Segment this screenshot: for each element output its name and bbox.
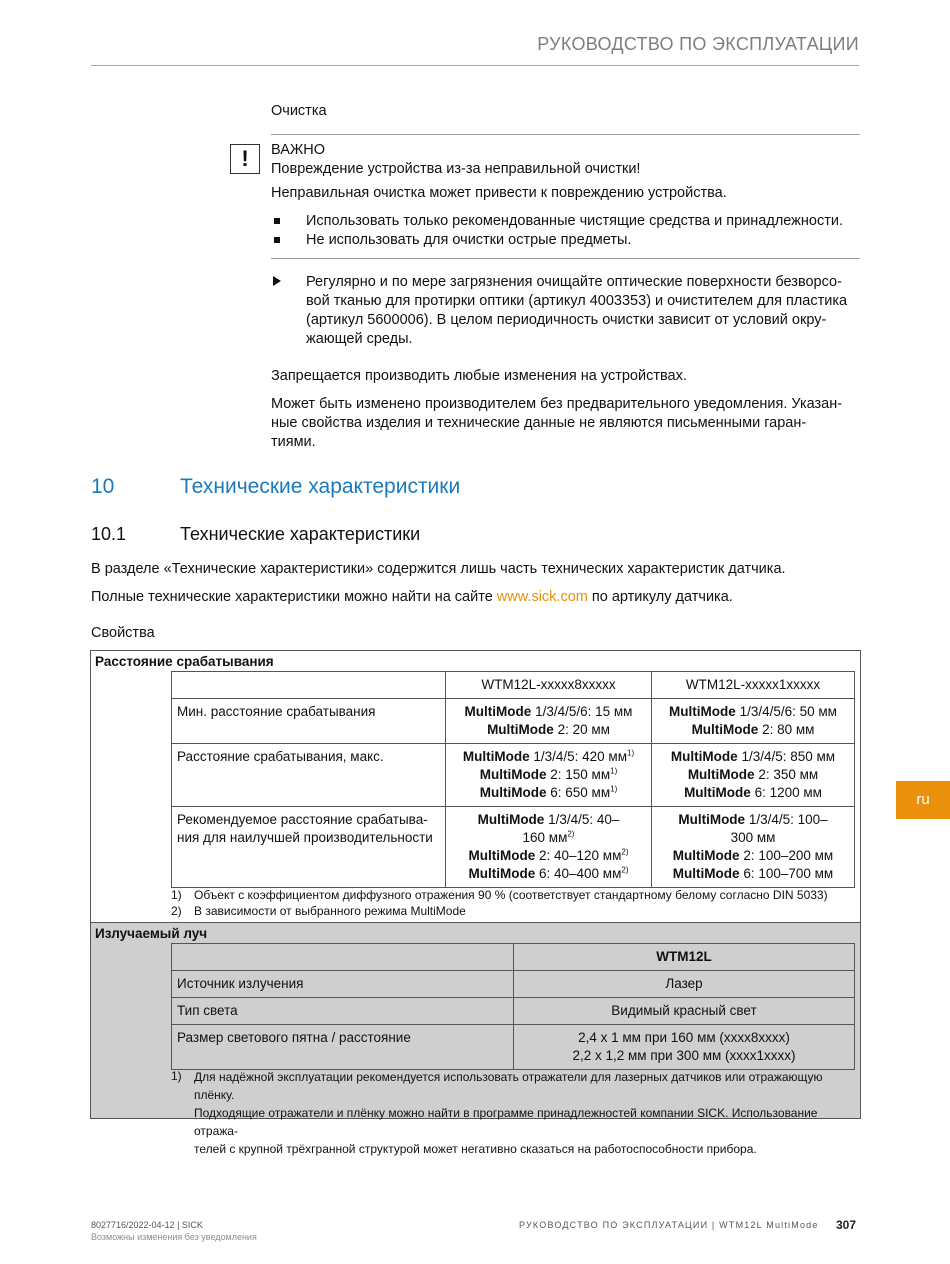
- footnote-text: Объект с коэффициентом диффузного отражения 90 % (соответствует стандартному белому согласно DIN 5033): [194, 888, 828, 902]
- row-label: Источник излучения: [172, 971, 514, 998]
- table-cell: MultiMode 1/3/4/5: 40– 160 $мм^{2)}$ MultiMode 2: 40–120 $мм^{2)}$ MultiMode 6: 40–400 $мм^{2)}$: [446, 807, 652, 888]
- header-divider: [91, 65, 859, 66]
- row-label: Рекомендуемое расстояние срабатыва-ния для наилучшей производительности: [172, 807, 446, 888]
- table-cell: MultiMode 1/3/4/5/6: 15 мм MultiMode 2: 20 мм: [446, 699, 652, 744]
- table-header-empty: [172, 944, 514, 971]
- warning-headline: Повреждение устройства из-за неправильной очистки!: [271, 161, 641, 177]
- table-cell: MultiMode 1/3/4/5: 100– 300 мм MultiMode 2: 100–200 мм MultiMode 6: 100–700 мм: [652, 807, 855, 888]
- footnote-number: 1): [171, 1069, 182, 1083]
- footer-manual-title: РУКОВОДСТВО ПО ЭКСПЛУАТАЦИИ | WTM12L MultiMode: [519, 1220, 819, 1230]
- footnote-text: В зависимости от выбранного режима MultiMode: [194, 904, 466, 918]
- sensing-range-title: Расстояние срабатывания: [95, 654, 274, 669]
- subsection-number: 10.1: [91, 524, 127, 544]
- cleaning-title: Очистка: [271, 103, 327, 119]
- warning-top-rule: [271, 134, 860, 135]
- table-row: [172, 699, 855, 744]
- row-label: Мин. расстояние срабатывания: [172, 699, 446, 744]
- table-row: [172, 971, 855, 998]
- table-row: [172, 998, 855, 1025]
- emitted-beam-title: Излучаемый луч: [95, 926, 208, 941]
- table-cell: Видимый красный свет: [514, 998, 855, 1025]
- row-label: Тип света: [172, 998, 514, 1025]
- warning-bullet: Не использовать для очистки острые предметы.: [306, 232, 632, 248]
- warning-bullet: Использовать только рекомендованные чистящие средства и принадлежности.: [306, 213, 843, 229]
- warning-bottom-rule: [271, 258, 860, 259]
- bullet-icon: [274, 218, 280, 224]
- table-cell: MultiMode 1/3/4/5: 850 мм MultiMode 2: 350 мм MultiMode 6: 1200 мм: [652, 744, 855, 807]
- table-cell: MultiMode 1/3/4/5: 420 $мм^{1)}$ MultiMode 2: 150 $мм^{1)}$ MultiMode 6: 650 $мм^{1)}$: [446, 744, 652, 807]
- intro-link-paragraph: Полные технические характеристики можно найти на сайте www.sick.com по артикулу датчика.: [91, 589, 733, 605]
- row-label: Размер светового пятна / расстояние: [172, 1025, 514, 1070]
- language-tab-ru[interactable]: ru: [896, 781, 950, 819]
- intro-text: В разделе «Технические характеристики» содержится лишь часть технических характеристик датчика.: [91, 561, 786, 577]
- subsection-title: Технические характеристики: [180, 524, 421, 544]
- sensing-range-table: [171, 671, 855, 888]
- table-header-row: [172, 944, 855, 971]
- footnote-number: 1): [171, 888, 182, 902]
- table-header-row: [172, 672, 855, 699]
- disclaimer: Может быть изменено производителем без предварительного уведомления. Указан- ные свойства изделия и технические данные не являются письменными гаран- тиями.: [271, 396, 843, 450]
- table-cell: 2,4 x 1 мм при 160 мм (xxxx8xxxx) 2,2 x 1,2 мм при 300 мм (xxxx1xxxx): [514, 1025, 855, 1070]
- warning-icon: !: [230, 144, 260, 174]
- section-number: 10: [91, 475, 115, 498]
- page-number: 307: [836, 1218, 857, 1232]
- table-row: [172, 807, 855, 888]
- modification-note: Запрещается производить любые изменения на устройствах.: [271, 368, 687, 384]
- footnote-text: Для надёжной эксплуатации рекомендуется использовать отражатели для лазерных датчиков или отражающую плёнку. Подходящие отражатели и плёнку можно найти в программе принадлежностей компании SICK. Использование отража- телей с крупной трёхгранной структурой может негативно сказаться на работоспособности прибора.: [194, 1070, 823, 1156]
- emitted-beam-table: [171, 943, 855, 1070]
- bullet-icon: [274, 237, 280, 243]
- table-header-cell: WTM12L: [514, 944, 855, 971]
- section-title: Технические характеристики: [180, 475, 461, 498]
- sick-website-link[interactable]: www.sick.com: [496, 589, 588, 605]
- table-cell: MultiMode 1/3/4/5/6: 50 мм MultiMode 2: 80 мм: [652, 699, 855, 744]
- footnote-number: 2): [171, 904, 182, 918]
- warning-label: ВАЖНО: [271, 142, 325, 158]
- table-row: [172, 1025, 855, 1070]
- table-row: [172, 744, 855, 807]
- footer-doc-info: 8027716/2022-04-12 | SICK Возможны изменения без уведомления: [91, 1220, 257, 1242]
- table-header-cell: WTM12L-xxxxx8xxxxx: [446, 672, 652, 699]
- warning-text: Неправильная очистка может привести к повреждению устройства.: [271, 185, 727, 201]
- instruction-text: Регулярно и по мере загрязнения очищайте оптические поверхности безворсо- вой тканью для протирки оптики (артикул 4003353) и очистителем для пластика (артикул 5600006). В целом периодичность очистки зависит от условий окру- жающей среды.: [306, 274, 848, 347]
- table-header-empty: [172, 672, 446, 699]
- running-header: РУКОВОДСТВО ПО ЭКСПЛУАТАЦИИ: [537, 34, 859, 54]
- table-cell: Лазер: [514, 971, 855, 998]
- table-header-cell: WTM12L-xxxxx1xxxxx: [652, 672, 855, 699]
- properties-title: Свойства: [91, 625, 155, 641]
- instruction-arrow-icon: [273, 276, 281, 286]
- row-label: Расстояние срабатывания, макс.: [172, 744, 446, 807]
